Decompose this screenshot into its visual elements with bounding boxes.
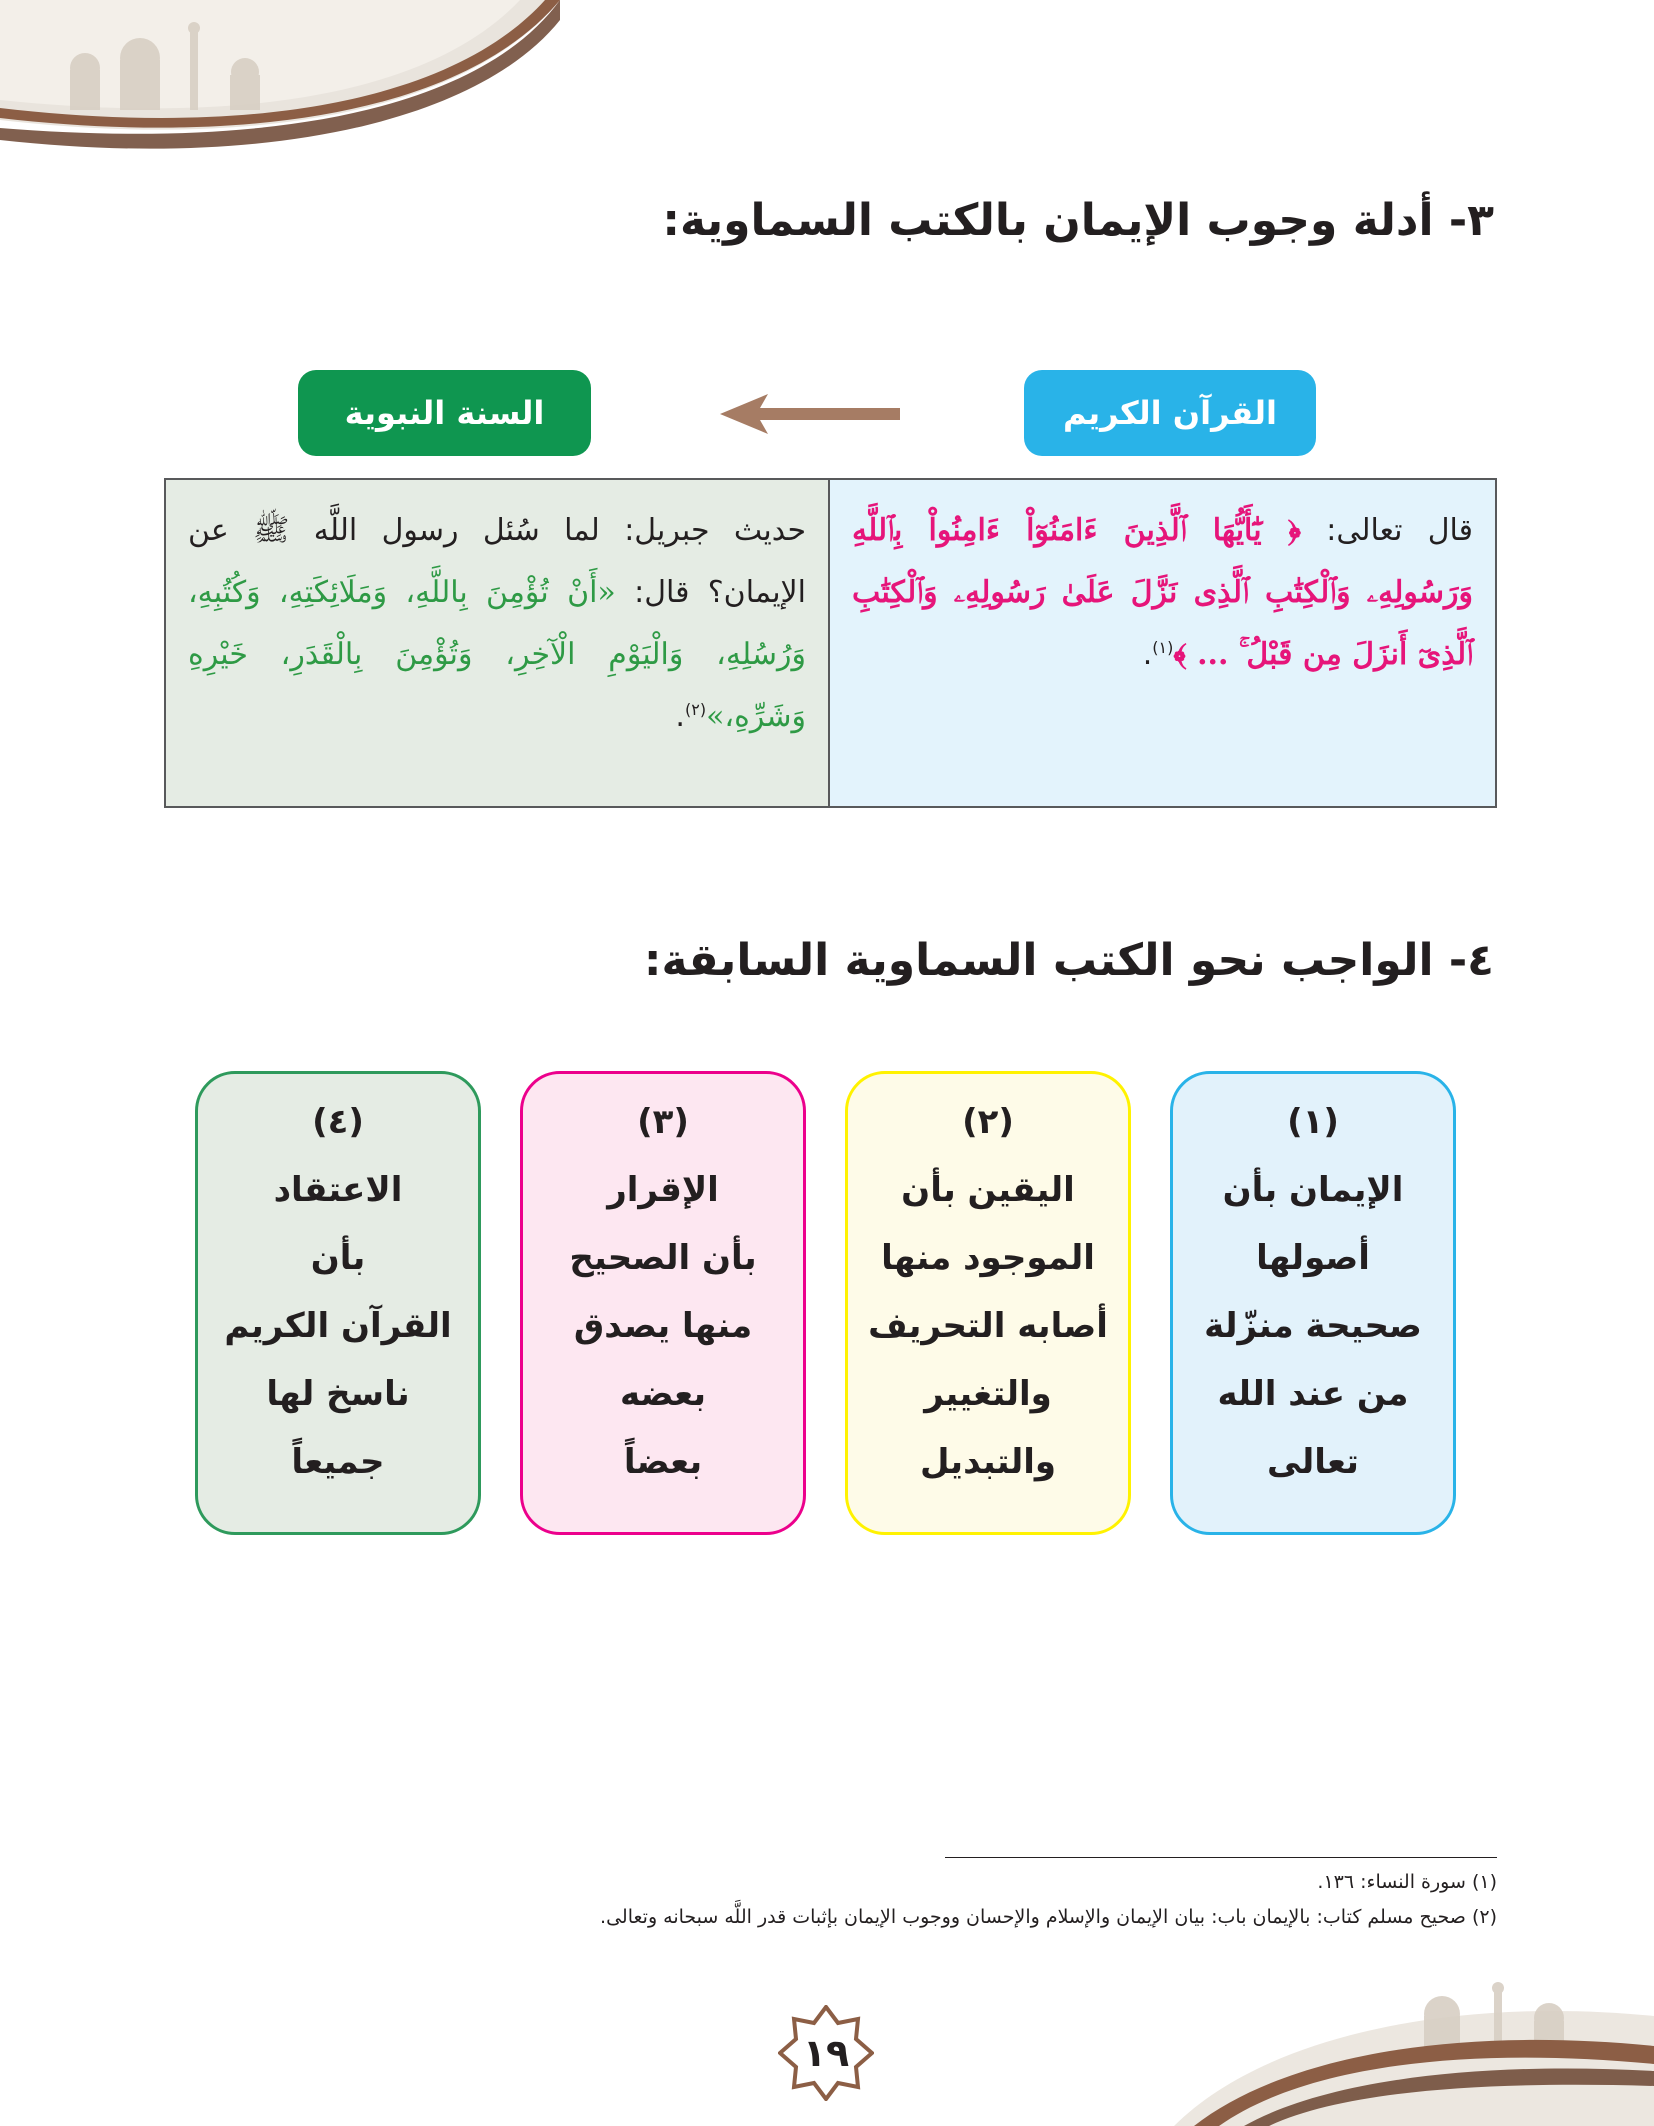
card-line: صحيحة منزّلة [1204, 1306, 1422, 1346]
card-line: بأن الصحيح [569, 1238, 757, 1278]
card-line: والتغيير [924, 1374, 1052, 1414]
card-line: أصولها [1256, 1238, 1370, 1278]
card-line: الإقرار [607, 1170, 719, 1210]
footnote-2: (٢) صحيح مسلم كتاب: بالإيمان باب: بيان الإيمان والإسلام والإحسان ووجوب الإيمان بإثبات قدر اللَّه سبحانه وتعالى. [600, 1906, 1497, 1928]
card-line: الموجود منها [881, 1238, 1095, 1278]
card-line: بعضه [619, 1374, 707, 1414]
card-line: الإيمان بأن [1222, 1170, 1404, 1210]
quran-evidence-cell [830, 480, 1495, 806]
card-number: (٣) [637, 1102, 689, 1142]
card-line: والتبديل [919, 1442, 1057, 1482]
hadith-intro: حديث جبريل: لما سُئل رسول اللَّه ﷺ عن الإيمان؟ قال: [188, 513, 806, 610]
decorative-corner-bottom [1174, 1976, 1654, 2126]
card-number: (٤) [312, 1102, 364, 1142]
hadith-evidence-cell [166, 480, 830, 806]
left-arrow-icon [720, 392, 900, 436]
card-line: الاعتقاد [273, 1170, 403, 1210]
footnote-ref-2: (٢) [684, 700, 707, 719]
quran-verse: ﴿ يَٰٓأَيُّهَا ٱلَّذِينَ ءَامَنُوٓاْ ءَامِنُواْ بِٱللَّهِ وَرَسُولِهِۦ وَٱلْكِتَٰبِ ٱلَّذِى نَزَّلَ عَلَىٰ رَسُولِهِۦ وَٱلْكِتَٰبِ ٱلَّذِىٓ أَنزَلَ مِن قَبْلُ ۚ ... ﴾ [852, 513, 1473, 672]
duty-card-3 [520, 1071, 806, 1535]
card-number: (١) [1287, 1102, 1339, 1142]
quran-label: القرآن الكريم [1024, 370, 1316, 456]
page-number: ١٩ [802, 2031, 850, 2075]
evidence-table [164, 478, 1497, 808]
card-line: جميعاً [291, 1442, 385, 1482]
hadith-quote: «أَنْ تُؤْمِنَ بِاللَّهِ، وَمَلَائِكَتِهِ، وَكُتُبِهِ، وَرُسُلِهِ، وَالْيَوْمِ الْآخِرِ، وَتُؤْمِنَ بِالْقَدَرِ، خَيْرِهِ وَشَرِّهِ،» [188, 575, 806, 734]
section-3-heading: ٣- أدلة وجوب الإيمان بالكتب السماوية: [662, 195, 1494, 246]
card-line: بأن [310, 1238, 366, 1278]
duty-card-1 [1170, 1071, 1456, 1535]
duty-card-4 [195, 1071, 481, 1535]
footnote-divider [945, 1857, 1497, 1858]
card-number: (٢) [962, 1102, 1014, 1142]
footnote-ref-1: (١) [1152, 638, 1174, 657]
card-line: من عند الله [1217, 1374, 1409, 1414]
sunnah-label: السنة النبوية [298, 370, 591, 456]
card-line: القرآن الكريم [224, 1306, 452, 1346]
card-line: بعضاً [623, 1442, 703, 1482]
decorative-corner-top [0, 0, 560, 160]
duty-card-2 [845, 1071, 1131, 1535]
quran-intro: قال تعالى: [1301, 513, 1473, 548]
card-line: تعالى [1267, 1442, 1359, 1482]
hadith-end: . [675, 699, 685, 734]
quran-end: . [1142, 637, 1153, 672]
section-4-heading: ٤- الواجب نحو الكتب السماوية السابقة: [643, 935, 1494, 986]
card-line: أصابه التحريف [868, 1306, 1108, 1346]
card-line: منها يصدق [573, 1306, 753, 1346]
card-line: اليقين بأن [901, 1170, 1075, 1210]
footnote-1: (١) سورة النساء: ١٣٦. [1317, 1871, 1497, 1893]
card-line: ناسخ لها [266, 1374, 410, 1414]
